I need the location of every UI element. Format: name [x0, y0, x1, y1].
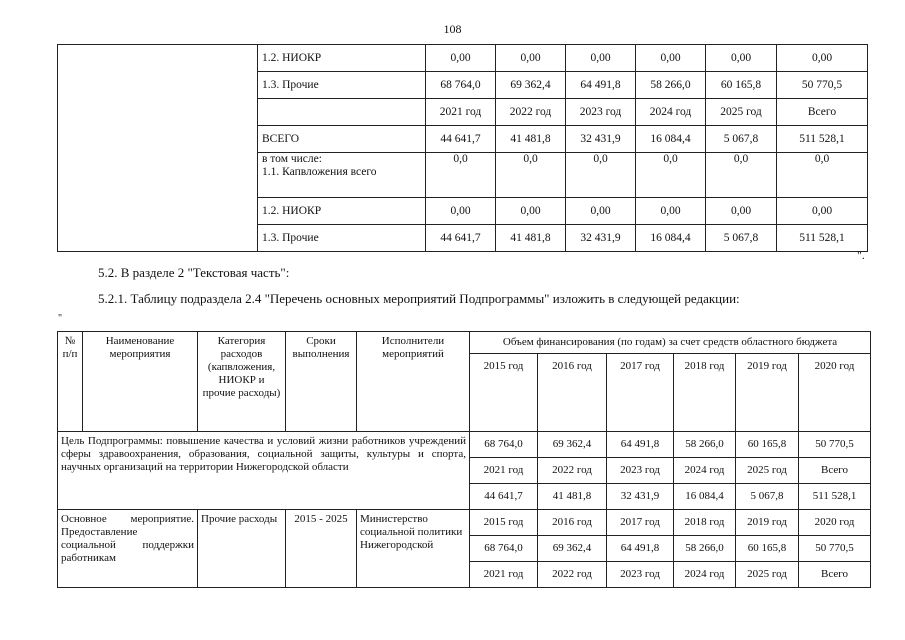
- year-cell: 2021 год: [426, 99, 496, 126]
- value-cell: 60 165,8: [736, 432, 799, 458]
- year-cell: 2024 год: [636, 99, 706, 126]
- activity-terms: 2015 - 2025: [286, 510, 357, 588]
- value-cell: 0,0: [426, 153, 496, 198]
- row-label: 1.2. НИОКР: [258, 198, 426, 225]
- year-cell: 2023 год: [607, 458, 674, 484]
- year-cell: 2017 год: [607, 510, 674, 536]
- year-cell: Всего: [799, 562, 871, 588]
- value-cell: 5 067,8: [706, 225, 777, 252]
- value-cell: 16 084,4: [674, 484, 736, 510]
- value-cell: 41 481,8: [496, 126, 566, 153]
- header-year: 2017 год: [607, 354, 674, 432]
- empty-cell: [58, 45, 258, 252]
- value-cell: 511 528,1: [777, 225, 868, 252]
- row-label-line: 1.1. Капвложения всего: [262, 166, 377, 178]
- value-cell: 60 165,8: [706, 72, 777, 99]
- header-terms: Сроки выполнения: [286, 332, 357, 432]
- value-cell: 0,00: [706, 45, 777, 72]
- value-cell: 69 362,4: [496, 72, 566, 99]
- value-cell: 5 067,8: [736, 484, 799, 510]
- year-cell: 2024 год: [674, 458, 736, 484]
- table-row: [58, 45, 868, 72]
- header-executors: Исполнители мероприятий: [357, 332, 470, 432]
- row-label: [258, 99, 426, 126]
- value-cell: 64 491,8: [566, 72, 636, 99]
- row-label: ВСЕГО: [258, 126, 426, 153]
- page-number: 108: [443, 22, 462, 36]
- value-cell: 64 491,8: [607, 432, 674, 458]
- year-cell: 2021 год: [470, 458, 538, 484]
- value-cell: 44 641,7: [426, 225, 496, 252]
- value-cell: 511 528,1: [777, 126, 868, 153]
- year-cell: 2016 год: [538, 510, 607, 536]
- value-cell: 0,0: [566, 153, 636, 198]
- year-cell: 2022 год: [538, 562, 607, 588]
- row-label: 1.2. НИОКР: [258, 45, 426, 72]
- value-cell: 58 266,0: [674, 432, 736, 458]
- value-cell: 69 362,4: [538, 536, 607, 562]
- value-cell: 41 481,8: [496, 225, 566, 252]
- header-year: 2016 год: [538, 354, 607, 432]
- closing-quote: ".: [857, 248, 865, 262]
- year-cell: 2025 год: [736, 562, 799, 588]
- header-year: 2020 год: [799, 354, 871, 432]
- value-cell: 16 084,4: [636, 225, 706, 252]
- value-cell: 32 431,9: [607, 484, 674, 510]
- value-cell: 0,0: [496, 153, 566, 198]
- goal-text: Цель Подпрограммы: повышение качества и условий жизни работников учреждений сферы здравоохранения, образования, социальной защиты, культуры и спорта, научных организаций на территории Нижегородской области: [58, 432, 470, 510]
- value-cell: 0,00: [426, 198, 496, 225]
- value-cell: 0,00: [566, 198, 636, 225]
- value-cell: 16 084,4: [636, 126, 706, 153]
- header-num: № п/п: [58, 332, 83, 432]
- value-cell: 68 764,0: [426, 72, 496, 99]
- goal-row: [58, 432, 871, 458]
- value-cell: 60 165,8: [736, 536, 799, 562]
- activities-table: [57, 331, 871, 588]
- value-cell: 0,0: [777, 153, 868, 198]
- row-label-line: в том числе:: [262, 153, 322, 165]
- value-cell: 511 528,1: [799, 484, 871, 510]
- value-cell: 0,00: [706, 198, 777, 225]
- year-cell: 2018 год: [674, 510, 736, 536]
- activity-row: [58, 510, 871, 536]
- activity-category: Прочие расходы: [198, 510, 286, 588]
- year-cell: 2025 год: [706, 99, 777, 126]
- header-year: 2018 год: [674, 354, 736, 432]
- paragraph-section-5-2: 5.2. В разделе 2 "Текстовая часть":: [98, 265, 290, 280]
- value-cell: 69 362,4: [538, 432, 607, 458]
- header-category: Категория расходов (капвложения, НИОКР и прочие расходы): [198, 332, 286, 432]
- year-cell: 2024 год: [674, 562, 736, 588]
- value-cell: 44 641,7: [470, 484, 538, 510]
- value-cell: 0,00: [496, 45, 566, 72]
- value-cell: 32 431,9: [566, 225, 636, 252]
- value-cell: 41 481,8: [538, 484, 607, 510]
- value-cell: 44 641,7: [426, 126, 496, 153]
- value-cell: 64 491,8: [607, 536, 674, 562]
- value-cell: 0,00: [496, 198, 566, 225]
- year-cell: 2022 год: [496, 99, 566, 126]
- value-cell: 68 764,0: [470, 432, 538, 458]
- value-cell: 68 764,0: [470, 536, 538, 562]
- opening-quote: ": [58, 313, 63, 324]
- year-cell: Всего: [799, 458, 871, 484]
- value-cell: 0,00: [636, 198, 706, 225]
- row-label: 1.3. Прочие: [258, 72, 426, 99]
- activity-name: Основное мероприятие. Предоставление социальной поддержки работникам: [58, 510, 198, 588]
- value-cell: 0,0: [636, 153, 706, 198]
- header-row: [58, 332, 871, 354]
- row-label: 1.3. Прочие: [258, 225, 426, 252]
- value-cell: 32 431,9: [566, 126, 636, 153]
- year-cell: 2019 год: [736, 510, 799, 536]
- value-cell: 0,00: [636, 45, 706, 72]
- row-label: [258, 153, 426, 198]
- header-name: Наименование мероприятия: [83, 332, 198, 432]
- header-funding: Объем финансирования (по годам) за счет средств областного бюджета: [470, 332, 871, 354]
- value-cell: 50 770,5: [799, 432, 871, 458]
- value-cell: 5 067,8: [706, 126, 777, 153]
- year-cell: 2023 год: [607, 562, 674, 588]
- funding-table-continuation: [57, 44, 868, 252]
- activity-executor: Министерство социальной политики Нижегородской: [357, 510, 470, 588]
- value-cell: 0,00: [566, 45, 636, 72]
- value-cell: 0,00: [777, 45, 868, 72]
- year-cell: 2020 год: [799, 510, 871, 536]
- year-cell: 2023 год: [566, 99, 636, 126]
- value-cell: 0,00: [426, 45, 496, 72]
- value-cell: 0,0: [706, 153, 777, 198]
- header-year: 2015 год: [470, 354, 538, 432]
- year-cell: 2015 год: [470, 510, 538, 536]
- paragraph-section-5-2-1: 5.2.1. Таблицу подраздела 2.4 "Перечень основных мероприятий Подпрограммы" изложить в следующей редакции:: [98, 291, 740, 306]
- year-cell: 2025 год: [736, 458, 799, 484]
- value-cell: 50 770,5: [777, 72, 868, 99]
- year-cell: 2021 год: [470, 562, 538, 588]
- value-cell: 58 266,0: [674, 536, 736, 562]
- year-cell: 2022 год: [538, 458, 607, 484]
- year-cell: Всего: [777, 99, 868, 126]
- value-cell: 50 770,5: [799, 536, 871, 562]
- value-cell: 58 266,0: [636, 72, 706, 99]
- value-cell: 0,00: [777, 198, 868, 225]
- header-year: 2019 год: [736, 354, 799, 432]
